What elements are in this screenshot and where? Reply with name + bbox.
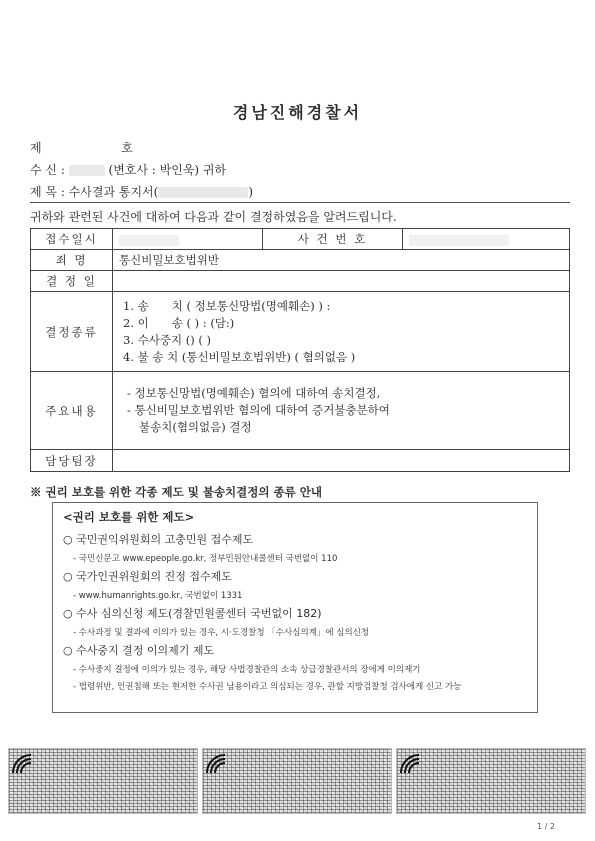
recipient-line: [30, 161, 226, 178]
content-label: 주요내용: [31, 372, 113, 450]
decision-kind-list: [113, 292, 570, 372]
content-line: - 정보통신망법(명예훼손) 혐의에 대하여 송치결정,: [127, 386, 381, 400]
subject-prefix: 제 목 : 수사결과 통지서(: [30, 185, 159, 199]
rights-box: [52, 502, 538, 713]
decision-kind-label: 결정종류: [31, 292, 113, 372]
decision-kind-item: 1. 송 치 ( 정보통신망법(명예훼손) ) :: [123, 298, 331, 313]
table-row: [31, 292, 570, 372]
decision-kind-item: 2. 이 송 ( ) : (담:): [123, 315, 235, 330]
content-text: [113, 372, 570, 450]
table-row: [31, 372, 570, 450]
redacted-recipient: [69, 165, 105, 176]
document-number-line: [30, 139, 133, 156]
recipient-text: (변호사 : 박인욱) 귀하: [108, 163, 227, 177]
result-table: [30, 228, 570, 472]
header-divider: [30, 202, 570, 203]
case-no-label: 사 건 번 호: [263, 229, 403, 250]
decision-kind-item: 3. 수사중지 () ( ): [123, 332, 211, 347]
table-row: [31, 271, 570, 292]
rights-item-detail: - 국민신문고 www.epeople.go.kr, 정부민원안내콜센터 국번없이 110: [73, 554, 338, 564]
intro-text: 귀하와 관련된 사건에 대하여 다음과 같이 결정하였음을 알려드립니다.: [30, 210, 397, 224]
document-number-label: 제: [30, 141, 42, 155]
rights-item-detail: - 법령위반, 인권침해 또는 현저한 수사권 남용이라고 의심되는 경우, 관할 지방검찰청 검사에게 신고 가능: [73, 682, 462, 692]
received-label: 접수일시: [31, 229, 113, 250]
verification-code-block: [396, 748, 586, 814]
verification-code-strip: [8, 748, 588, 814]
redacted-subject: [158, 187, 248, 198]
decision-kind-item: 4. 불 송 치 (통신비밀보호법위반) ( 혐의없음 ): [123, 349, 356, 364]
table-row: [31, 450, 570, 472]
rights-box-title: <권리 보호를 위한 제도>: [63, 510, 195, 524]
subject-suffix: ): [248, 185, 253, 199]
decision-date-value: [113, 271, 570, 292]
content-line: 불송치(혐의없음) 결정: [139, 420, 252, 434]
charge-value: 통신비밀보호법위반: [113, 250, 570, 271]
verification-code-block: [202, 748, 392, 814]
table-row: [31, 250, 570, 271]
signal-mark-icon: [205, 753, 227, 775]
decision-date-label: 결 정 일: [31, 271, 113, 292]
rights-item-detail: - www.humanrights.go.kr, 국번없이 1331: [73, 591, 243, 601]
document-title: 경남진해경찰서: [232, 103, 363, 122]
verification-code-block: [8, 748, 198, 814]
document-number-suffix: 호: [121, 141, 133, 155]
signal-mark-icon: [11, 753, 33, 775]
officer-value: [113, 450, 570, 472]
received-value: [113, 229, 263, 250]
rights-item-detail: - 수사중지 결정에 이의가 있는 경우, 해당 사법경찰관의 소속 상급경찰관서의 장에게 이의제기: [73, 665, 421, 675]
table-row: [31, 229, 570, 250]
officer-label: 담당팀장: [31, 450, 113, 472]
charge-label: 죄 명: [31, 250, 113, 271]
content-line: - 통신비밀보호법위반 혐의에 대하여 증거불충분하여: [127, 403, 390, 417]
redacted-number: [45, 143, 117, 154]
notice-heading: ※ 권리 보호를 위한 각종 제도 및 불송치결정의 종류 안내: [30, 485, 322, 499]
rights-item: ○ 수사중지 결정 이의제기 제도: [63, 644, 215, 657]
rights-item: ○ 수사 심의신청 제도(경찰민원콜센터 국번없이 182): [63, 607, 322, 620]
rights-item: ○ 국민권익위원회의 고충민원 접수제도: [63, 533, 254, 546]
page-number: 1 / 2: [537, 822, 555, 831]
subject-line: [30, 183, 253, 200]
rights-item-detail: - 수사과정 및 결과에 이의가 있는 경우, 시·도경찰청 「수사심의계」에 심의신청: [73, 628, 370, 638]
case-no-value: [403, 229, 570, 250]
rights-item: ○ 국가인권위원회의 진정 접수제도: [63, 570, 232, 583]
signal-mark-icon: [399, 753, 421, 775]
recipient-prefix: 수 신 :: [30, 163, 65, 177]
